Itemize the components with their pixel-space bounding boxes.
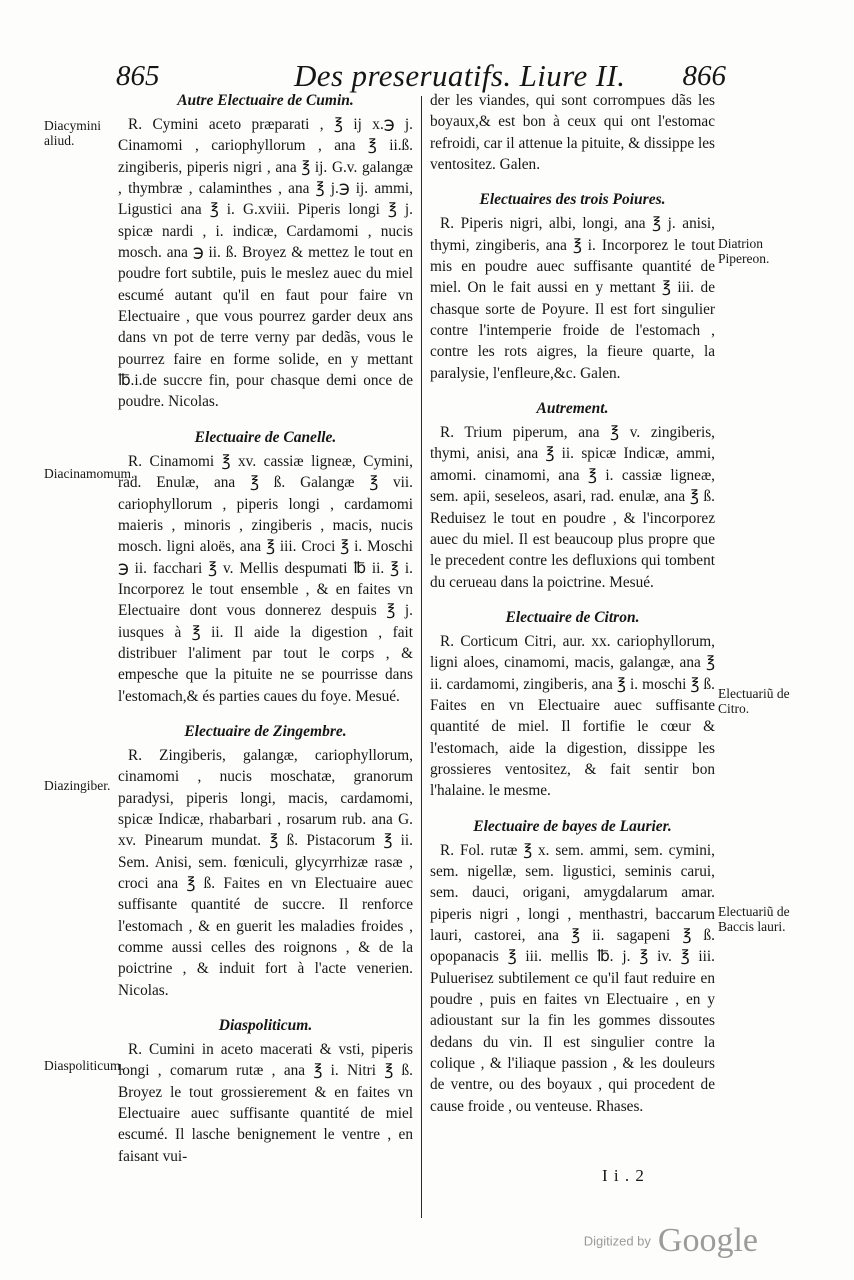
section-title-zingembre: Electuaire de Zingembre.: [184, 722, 347, 740]
section-title-autrement: Autrement.: [536, 400, 609, 418]
section-title-trois-poiures: Electuaires des trois Poiures.: [479, 191, 666, 209]
margin-note-diacymini: Diacymini aliud.: [44, 118, 101, 148]
section-title-canelle: Electuaire de Canelle.: [194, 428, 337, 446]
running-title: Des preseruatifs. Liure II.: [294, 58, 626, 93]
margin-note-baccis-lauri: Electuariũ de Baccis lauri.: [718, 904, 790, 934]
page-number-right: 866: [682, 60, 726, 92]
section-text-citron: R. Corticum Citri, aur. xx. cariophyllorum, ligni aloes, cinamomi, macis, galangæ, ana ℥ ii. cardamomi, zingiberis, ana ℥ i. moschi ℥ ß. Faites en vn Electuaire auec suffisante quantité de miel. Il fortifie le cœur & l'estomach, aide la digestion, dissippe les grossieres ventositez, & fait sentir bon l'halaine. le mesme.: [430, 632, 715, 800]
section-text-autrement: R. Trium piperum, ana ℥ v. zingiberis, thymi, anisi, ana ℥ ii. spicæ Indicæ, ammi, amomi. cinamomi, ana ℥ i. cassiæ ligneæ, sem. apii, seseleos, asari, rad. enulæ, ana ℥ ß. Reduisez le tout en poudre , & l'incorporez auec du miel. Il est beaucoup plus propre que le precedent contre les defluxions qui tombent du cerueau dans la poictrine. Mesué.: [430, 424, 715, 591]
margin-note-diacinamomum: Diacinamomum.: [44, 466, 135, 481]
margin-note-diaspoliticum: Diaspoliticum.: [44, 1058, 124, 1073]
section-title-citron: Electuaire de Citron.: [505, 608, 640, 626]
right-column: [430, 90, 715, 1117]
google-logo: Google: [657, 1222, 758, 1259]
section-text-trois-poiures: R. Piperis nigri, albi, longi, ana ℥ j. anisi, thymi, zingiberis, ana ℥ i. Incorporez le tout mis en poudre auec suffisante quantité de miel. On le fait aussi en y mettant ℥ iii. de chasque sorte de Poyure. Il est fort singulier contre l'intemperie froide de l'estomach , contre les rots aigres, la fieure quarte, la paralysie, l'enfleure,&c. Galen.: [430, 215, 715, 382]
margin-note-diazingiber: Diazingiber.: [44, 778, 111, 793]
page-number-left: 865: [116, 60, 160, 92]
section-title-laurier: Electuaire de bayes de Laurier.: [473, 817, 672, 835]
left-column: [118, 90, 413, 1167]
margin-note-diatrion: Diatrion Pipereon.: [718, 236, 770, 266]
section-text-cumin: R. Cymini aceto præparati , ℥ ij x.℈ j. Cinamomi , cariophyllorum , ana ℥ ii.ß. zingiberis, piperis nigri , ana ℥ ij. G.v. galangæ , thymbræ , calaminthes , ana ℥ j.℈ ij. ammi, Ligustici ana ℥ i. G.xviii. Piperis longi ℥ j. spicæ nardi , i. indicæ, Cardamomi , nucis mosch. ana ℈ ii. ß. Broyez & mettez le tout en poudre fort subtile, puis le meslez auec du miel escumé autant qu'il en faut pour faire vn Electuaire , que vous pourrez garder deux ans dans vn pot de terre verny par dedãs, vous le pourrez faire en forme solide, en y mettant ℔.i.de succre fin, pour chasque demi once de poudre. Nicolas.: [118, 116, 413, 411]
section-title-cumin: Autre Electuaire de Cumin.: [177, 92, 354, 109]
section-title-diaspoliticum: Diaspoliticum.: [218, 1017, 313, 1035]
continuation-text: der les viandes, qui sont corrompues dãs les boyaux,& est bon à ceux qui ont l'estomac refroidi, car il attenue la pituite, & dissippe les ventositez. Galen.: [430, 92, 715, 174]
margin-note-citro: Electuariũ de Citro.: [718, 686, 790, 716]
signature-mark: I i . 2: [602, 1166, 645, 1185]
section-text-laurier: R. Fol. rutæ ℥ x. sem. ammi, sem. cymini, sem. nigellæ, sem. ligustici, seminis carui, sem. dauci, origani, amygdalarum amar. piperis nigri , longi , menthastri, baccarum lauri, castorei, ana ℥ ii. sagapeni ℥ ß. opopanacis ℥ iii. mellis ℔. j. ℥ iv. ℥ iii. Puluerisez subtilement ce qu'il faut reduire en poudre , puis en faites vn Electuaire , en y adioustant sur la fin les gommes dissoutes dedans du vin. Il est singulier contre la colique , & l'iliaque passion , & les douleurs de ventre, ou des boyaux , qui procedent de cause froide , ou venteuse. Rhases.: [430, 841, 715, 1115]
digitized-footer: [584, 1222, 758, 1260]
column-divider: [421, 96, 422, 1218]
digitized-label: Digitized by: [583, 1233, 651, 1249]
section-text-canelle: R. Cinamomi ℥ xv. cassiæ ligneæ, Cymini, rad. Enulæ, ana ℥ ß. Galangæ ℥ vii. cariophyllorum , piperis longi , cardamomi maieris , minoris , zingiberis , macis, nucis mosch. ligni aloës, ana ℥ iii. Croci ℥ i. Moschi ℈ ii. facchari ℥ v. Mellis despumati ℔ ii. ℥ i. Incorporez le tout ensemble , & en faites vn Electuaire dont vous donnerez despuis ℥ j. iusques à ℥ ii. Il aide la digestion , fait distribuer l'aliment par tout le corps , & empesche que la pituite ne se pourrisse dans l'estomach,& és parties caues du foye. Mesué.: [118, 452, 413, 705]
section-text-diaspoliticum: R. Cumini in aceto macerati & vsti, piperis longi , comarum rutæ , ana ℥ i. Nitri ℥ ß. Broyez le tout grossierement & en faites vn Electuaire auec suffisante quantité de miel escumé. Il lasche benignement le ventre , en faisant vui-: [118, 1041, 413, 1165]
section-text-zingembre: R. Zingiberis, galangæ, cariophyllorum, cinamomi , nucis moschatæ, granorum paradysi, piperis longi, macis, cardamomi, spicæ Indicæ, rhabarbari , rosarum rub. ana G. xv. Pinearum mundat. ℥ ß. Pistacorum ℥ ii. Sem. Anisi, sem. fœniculi, glycyrrhizæ rasæ , croci ana ℥ ß. Faites en vn Electuaire auec suffisante quantité de succre. Il renforce l'estomach , & en guerit les maladies froides , comme aussi celles des roignons , & de la poictrine , & induit fort à l'acte venerien. Nicolas.: [118, 746, 413, 999]
